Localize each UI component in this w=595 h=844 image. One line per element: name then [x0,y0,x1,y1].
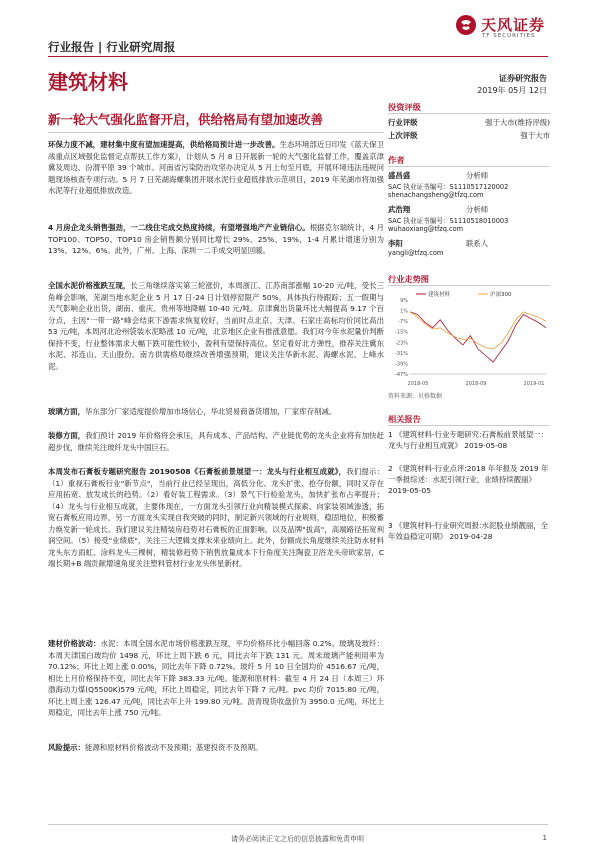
paragraph-lead: 环保力度不减，建材集中度有望加速提高，供给格局预计进一步改善。 [48,140,280,149]
author-divider [388,166,550,167]
paragraph-text: 我们提示：（1）重视石膏板行业"新节点"，当前行业已经呈现出，高低分化、龙头扩张、抢夺份额，同时又存在应用拓宽、放发成长的趋势。（2）看好装工程需求。（3）景气下行检验龙头，加快扩张布占率提升；（4）龙头与行业相互成就，主要体现在，一方面龙头引领行业向精装模式探索、向家装领域渗透，拓宽石膏板应用边界，另一方面龙头实现自我突破的同时，制定新兴领域的行业规则，稳固地位，积极蓄力焕发新一轮成长。我们建议关注精装房趋势对石膏板的正面影响，以及品牌"拔高"，高端路径拓宽利润空间。（5）接受"业绩底"，关注三大逻辑支撑未来业绩向上。此外，份额成长角度继续关注防水材料龙头东方雨虹、涂料龙头三棵树，精装修趋势下销售放量成本下行角度关注陶瓷卫浴龙头帝欧家居，C 端长期+B 端贡献增速角度关注塑料管材行业龙头伟星新材。 [48,467,384,568]
paragraph-text: 根据克尔瑞统计，4 月 TOP100、TOP50、TOP10 房企销售额分别同比增长 29%、25%、19%，1-4 月累计增速分别为 13%、12%、6%。此外，广州、上海、深圳一二手成交明显回暖。 [48,223,384,255]
paragraph-text: 生态环境部近日印发《蓝天保卫战重点区域强化监督定点帮扶工作方案》，计划从 5 月 8 日开展新一轮的大气强化监督工作，覆盖京津冀及周边、汾渭平原 39 个城市。河南省污染防治攻坚办决定从 5 月上旬至月底，开展环境违法违规问题现场核查专项行动。5 月 7 日芜湖海螺集团开展水泥行业超低排放示范项目，2019 年芜湖市将加强水泥等行业超低排放改造。 [48,140,384,195]
paragraph-text: 能源和原材料价格波动不及预期；基建投资不及预期。 [84,743,263,752]
series-line [410,312,546,349]
legend-label: 建筑材料 [428,292,451,298]
y-tick-label: -31% [395,350,408,357]
author-name: 盛昌盛 [388,171,411,180]
disclaimer: 请务必阅读正文之后的信息披露和免责申明 [231,835,364,843]
prev-rating-label: 上次评级 [388,131,418,140]
paragraph-5 [48,430,384,453]
section-label: 行业报告 | 行业研究周报 [48,40,176,54]
paragraph-4 [48,406,384,418]
rating-divider [388,113,550,114]
rating-title: 投资评级 [388,102,421,112]
paragraph-text: 我们预计 2019 年价格将会承压，具有成本、产品结构、产业链优势的龙头企业将有加快赶超步伐，继续关注玻纤龙头中国巨石。 [48,431,384,452]
paragraph-lead: 4 月房企龙头销售强劲，一二线住宅成交热度持续，有望增强地产产业链信心。 [48,223,310,232]
rating-value: 强于大市(维持评级) [485,118,550,127]
x-tick-label: 2019-01 [523,381,545,387]
author-name: 李阳 [388,239,403,248]
trend-divider [388,285,550,286]
rating-label: 行业评级 [388,118,418,127]
x-tick-label: 2018-05 [407,381,429,387]
related-title: 相关报告 [388,414,421,424]
prev-rating-value: 强于大市 [520,131,550,140]
y-tick-label: -39% [395,361,408,368]
y-tick-label: 9% [400,298,408,304]
series-line [410,312,546,362]
related-item[interactable]: 2 《建筑材料-行业点评:2018 年年报及 2019 年一季报综述：水泥引领行业，业绩持续靓丽》 2019-05-05 [388,464,549,495]
related-divider [388,425,550,426]
footer-divider [48,824,548,825]
report-date: 2019年 05月 12日 [477,86,547,95]
paragraph-lead: 风险提示： [48,743,85,752]
paragraph-2 [48,222,384,257]
author-title: 作者 [388,155,405,165]
headline: 新一轮大气强化监督开启，供给格局有望加速改善 [48,112,324,127]
legend-label: 沪深300 [490,292,512,298]
paragraph-8 [48,742,384,754]
paragraph-7 [48,638,384,719]
paragraph-6 [48,466,384,570]
author-cert: SAC 执业证书编号：S1110518010003 [388,217,509,225]
trend-chart [388,288,550,388]
logo-subtext: TF SECURITIES [482,33,536,39]
industry-title: 建筑材料 [48,70,128,94]
related-item[interactable]: 3 《建筑材料-行业研究周报:水泥股业绩靓丽，全年效益稳定可期》 2019-04-28 [388,521,549,541]
header-divider [48,56,548,57]
author-name: 武浩翔 [388,205,411,214]
paragraph-lead: 建材价格波动： [48,639,101,648]
paragraph-lead: 装修方面， [48,431,86,440]
y-tick-label: -23% [395,340,408,347]
y-tick-label: -7% [398,319,408,326]
chart-source: 资料来源：贝格数据 [388,393,443,400]
author-email[interactable]: yangli@tfzq.com [388,249,444,257]
author-role: 联系人 [466,239,489,248]
y-tick-label: -47% [395,372,408,378]
y-tick-label: -15% [395,329,408,336]
report-type: 证券研究报告 [499,74,547,83]
author-email[interactable]: wuhaoxiang@tfzq.com [388,225,464,233]
paragraph-1 [48,139,384,197]
paragraph-3 [48,280,384,372]
paragraph-lead: 玻璃方面， [48,407,85,416]
related-item[interactable]: 1 《建筑材料-行业专题研究:石膏板前景展望一：龙头与行业相互成就》 2019-05-08 [388,430,549,450]
paragraph-lead: 本周发布石膏板专题研究报告 20190508《石膏板前景展望一：龙头与行业相互成就》， [48,467,347,476]
author-role: 分析师 [466,205,489,214]
author-email[interactable]: shenachangsheng@tfzq.com [388,191,484,199]
x-tick-label: 2018-09 [465,381,487,387]
page-number: 1 [542,834,547,842]
paragraph-text: 华东部分厂家适度提价增加市场信心，华北贸易商备货增加，厂家库存削减。 [84,407,337,416]
author-role: 分析师 [466,171,489,180]
paragraph-text: 水泥：本周全国水泥市场价格涨跌互现，平均价格环比小幅回落 0.2%。玻璃及玻纤：本周天津国白玻均价 1498 元，环比上周下跌 6 元，同比去年下跌 131 元。周末玻璃产能利用率为 70.12%；环比上周上涨 0.00%，同比去年下降 0.72%。玻纤 5 月 10 日全国均价 4516.67 元/吨，相比上月价格保持不变，同比去年下降 383.33 元/吨。能源和原材料：截至 4 月 24 日（本周三）环渤海动力煤(Q5500K)579 元/吨，环比上周稳定，同比去年下降 7 元/吨。pvc 均价 7015.80 元/吨，环比上周上涨 126.47 元/吨，同比去年上升 199.80 元/吨。沥青现货收盘价为 3950.0 元/吨，环比上周稳定，同比去年上涨 750 元/吨。 [48,639,384,717]
y-tick-label: 1% [400,308,408,315]
author-cert: SAC 执业证书编号：S1110517120002 [388,183,509,191]
paragraph-text: 长三角继续落实第三轮涨价，本周浙江、江苏南部涨幅 10-20 元/吨，受长三角峰会影响，芜湖当地水泥企业 5 月 17 日-24 日计划停窑限产 50%，具体执行待跟踪；五一假期与天气影响企业出货，湖南、重庆、贵州等地降幅 10-40 元/吨。京津冀出货量环比大幅提高 9.17 个百分点，主因"一带一路"峰会结束下游需求恢复较好，当前时点北京、天津、石家庄高标均价同比高出 53 元/吨，本周河北沧州袋装水泥略涨 10 元/吨，北京地区企业有推涨意愿。我们对今年水泥量价判断保持不变，行业整体需求大幅下跌可能性较小，盈利有望保持高位。坚定看好北方弹性，推荐关注冀东水泥、祁连山、天山股份。南方供需格局继续改善增强预期，建议关注华新水泥、海螺水泥、上峰水泥。 [48,281,384,371]
headline-divider [48,132,384,133]
logo-text: 天风证券 [481,16,546,34]
trend-title: 行业走势图 [388,274,429,284]
paragraph-lead: 全国水泥价格涨跌互现， [48,281,131,290]
logo-icon [455,14,477,36]
